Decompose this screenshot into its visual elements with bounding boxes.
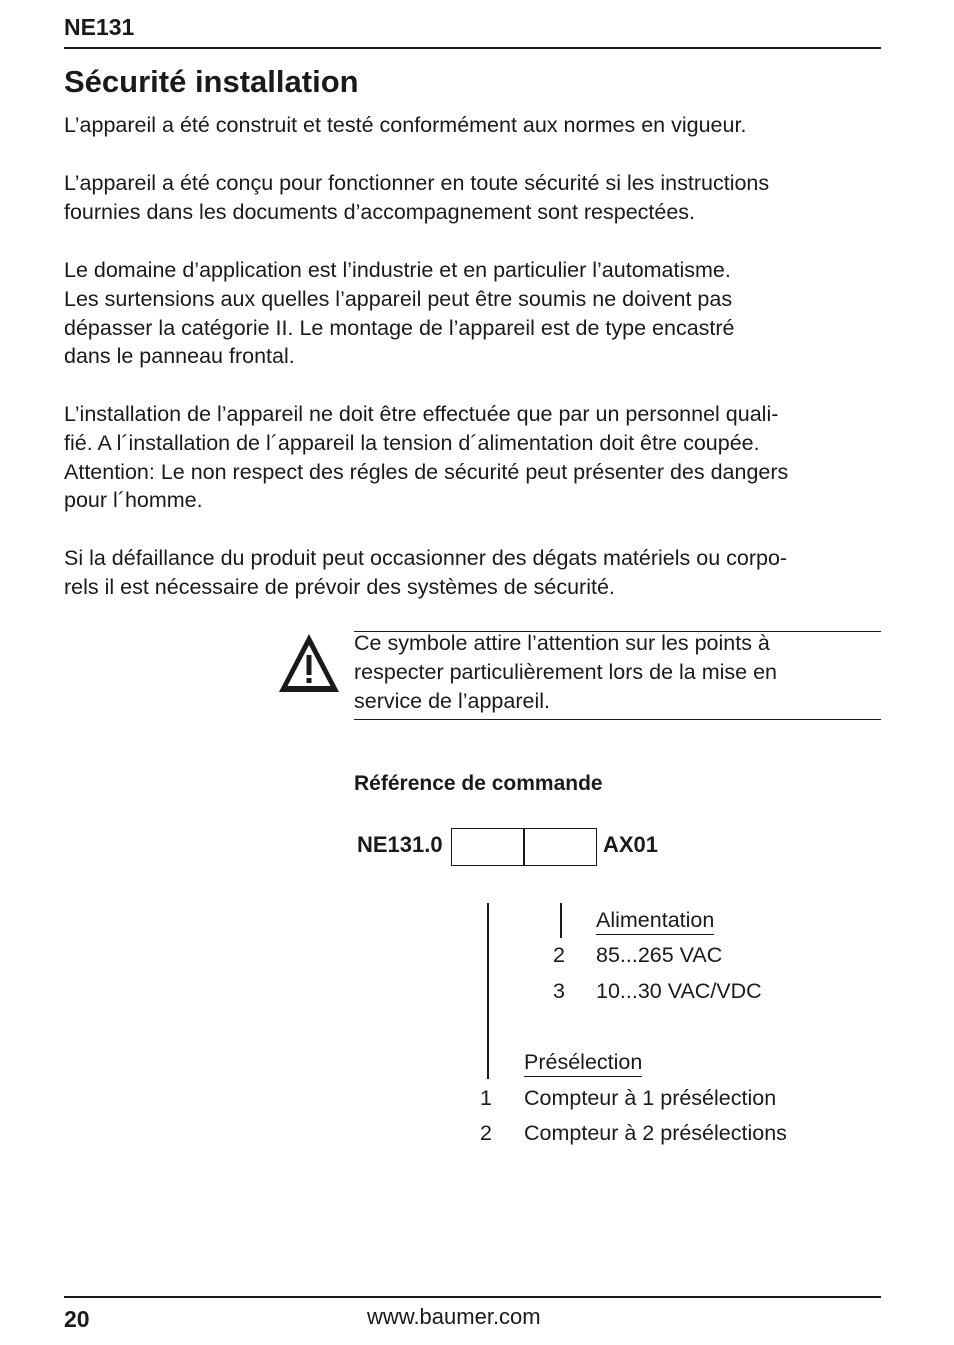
paragraph: L’installation de l’appareil ne doit être effectuée que par un personnel quali- fié. A l´installation de l´appareil la tension d´alimentation doit être coupée. Attention: Le non respect des régles de sécurité peut présenter des dangers pour l´homme. bbox=[64, 402, 789, 513]
paragraph: L’appareil a été conçu pour fonctionner en toute sécurité si les instructions fournies dans les documents d’accompagnement sont respectées. bbox=[64, 171, 770, 224]
page-title: Sécurité installation bbox=[64, 64, 359, 99]
preset-option-code: 2 bbox=[480, 1121, 492, 1145]
footer-rule bbox=[64, 1296, 881, 1298]
supply-connector-line bbox=[560, 903, 562, 938]
warning-note bbox=[354, 631, 881, 720]
preset-label: Présélection bbox=[524, 1050, 642, 1075]
preset-option-text: Compteur à 2 présélections bbox=[524, 1121, 787, 1145]
paragraph: Si la défaillance du produit peut occasionner des dégats matériels ou corpo- rels il est nécessaire de prévoir des systèmes de sécurité. bbox=[64, 546, 788, 599]
order-code-prefix: NE131.0 bbox=[357, 832, 443, 857]
page-number: 20 bbox=[64, 1306, 90, 1332]
paragraph: Le domaine d’application est l’industrie et en particulier l’automatisme. Les surtensions aux quelles l’appareil peut être soumis ne doivent pas dépasser la catégorie II. Le montage de l’appareil est de type encastré dans le panneau frontal. bbox=[64, 258, 735, 369]
header-rule bbox=[64, 47, 881, 49]
preset-option-code: 1 bbox=[480, 1086, 492, 1110]
supply-label: Alimentation bbox=[596, 908, 714, 933]
warning-text: Ce symbole attire l’attention sur les points à respecter particulièrement lors de la mise en service de l’appareil. bbox=[354, 631, 778, 713]
preset-connector-line bbox=[487, 903, 489, 1079]
document-code: NE131 bbox=[64, 14, 135, 40]
order-code-suffix: AX01 bbox=[603, 832, 659, 857]
supply-option-text: 85...265 VAC bbox=[596, 943, 723, 967]
supply-option-code: 3 bbox=[553, 979, 565, 1003]
footer-url: www.baumer.com bbox=[367, 1304, 541, 1329]
order-reference-title: Référence de commande bbox=[354, 772, 603, 795]
warning-triangle-icon bbox=[276, 630, 342, 696]
paragraph: L’appareil a été construit et testé conformément aux normes en vigueur. bbox=[64, 113, 747, 137]
order-code-box-supply bbox=[523, 828, 597, 866]
supply-option-code: 2 bbox=[553, 943, 565, 967]
order-code-box-preset bbox=[451, 828, 525, 866]
supply-option-text: 10...30 VAC/VDC bbox=[596, 979, 762, 1003]
preset-option-text: Compteur à 1 présélection bbox=[524, 1086, 777, 1110]
